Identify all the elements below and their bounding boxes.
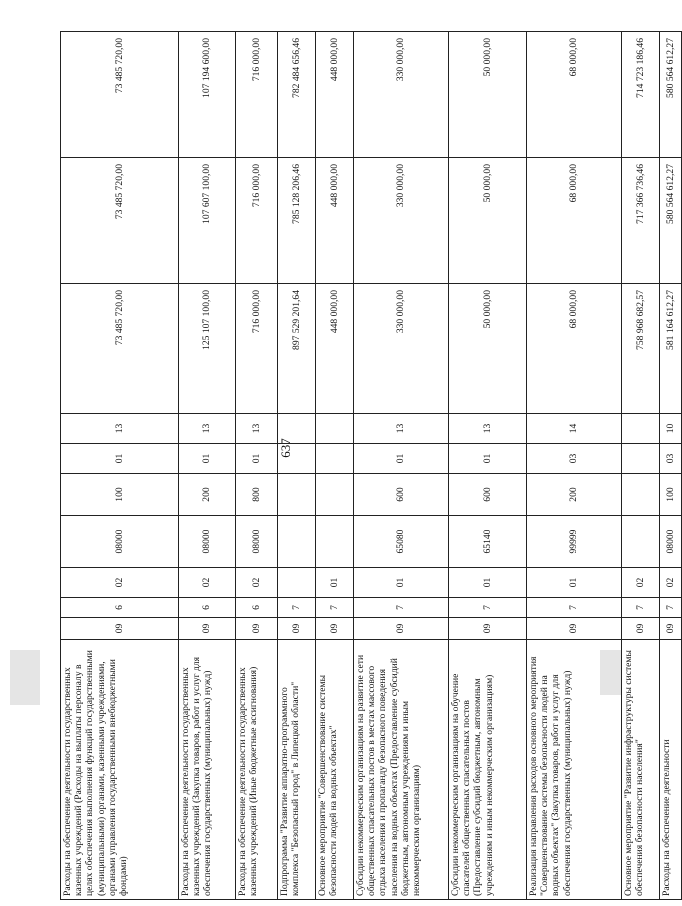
amount-cell: 580 564 612,27	[660, 158, 682, 284]
code-cell: 08000	[236, 516, 278, 568]
code-cell: 7	[278, 598, 316, 618]
code-cell: 600	[449, 474, 527, 516]
code-cell: 09	[660, 618, 682, 640]
code-cell: 7	[527, 598, 622, 618]
page-number: 637	[277, 438, 293, 458]
row-name: Основное мероприятие "Совершенствование системы безопасности людей на водных объектах"	[316, 640, 354, 900]
code-cell: 7	[449, 598, 527, 618]
code-cell: 02	[61, 568, 179, 598]
amount-cell: 717 366 736,46	[622, 158, 660, 284]
rotated-table-viewport	[60, 32, 676, 900]
code-cell: 01	[354, 568, 449, 598]
code-cell	[316, 516, 354, 568]
code-cell: 200	[527, 474, 622, 516]
code-cell: 03	[660, 444, 682, 474]
code-cell: 6	[61, 598, 179, 618]
amount-cell: 68 000,00	[527, 158, 622, 284]
table-row	[236, 32, 278, 900]
amount-cell: 50 000,00	[449, 158, 527, 284]
code-cell: 08000	[61, 516, 179, 568]
code-cell: 7	[354, 598, 449, 618]
code-cell: 100	[660, 474, 682, 516]
code-cell: 02	[622, 568, 660, 598]
code-cell: 09	[449, 618, 527, 640]
code-cell: 65080	[354, 516, 449, 568]
table-row	[354, 32, 449, 900]
code-cell	[278, 516, 316, 568]
code-cell	[278, 444, 316, 474]
amount-cell: 330 000,00	[354, 158, 449, 284]
row-name: Основное мероприятие "Развитие инфраструктуры системы обеспечения безопасности населения"	[622, 640, 660, 900]
code-cell: 10	[660, 414, 682, 444]
code-cell: 09	[354, 618, 449, 640]
rotated-table	[60, 32, 676, 900]
amount-cell: 448 000,00	[316, 32, 354, 158]
code-cell: 200	[179, 474, 236, 516]
code-cell: 08000	[179, 516, 236, 568]
code-cell: 09	[61, 618, 179, 640]
amount-cell: 782 484 656,46	[278, 32, 316, 158]
amount-cell: 716 000,00	[236, 284, 278, 414]
amount-cell: 330 000,00	[354, 284, 449, 414]
code-cell: 09	[236, 618, 278, 640]
table-row	[527, 32, 622, 900]
code-cell: 100	[61, 474, 179, 516]
code-cell: 01	[449, 444, 527, 474]
code-cell: 600	[354, 474, 449, 516]
amount-cell: 716 000,00	[236, 158, 278, 284]
code-cell: 13	[179, 414, 236, 444]
code-cell	[622, 516, 660, 568]
amount-cell: 785 128 206,46	[278, 158, 316, 284]
row-name: Расходы на обеспечение деятельности государственных казенных учреждений (Расходы на выплаты персоналу в целях обеспечения выполнения функций государственными (муниципальными) органами, казенными учреждениями, органами управления государственными внебюджетными фондами)	[61, 640, 179, 900]
code-cell: 13	[61, 414, 179, 444]
row-name: Расходы на обеспечение деятельности	[660, 640, 682, 900]
table-row	[622, 32, 660, 900]
budget-table	[60, 31, 682, 900]
code-cell	[622, 414, 660, 444]
amount-cell: 107 607 100,00	[179, 158, 236, 284]
code-cell	[278, 414, 316, 444]
amount-cell: 50 000,00	[449, 32, 527, 158]
code-cell	[316, 414, 354, 444]
row-name: Реализация направления расходов основного мероприятия "Совершенствование системы безопасности людей на водных объектах" (Закупка товаров, работ и услуг для обеспечения государственных (муниципальных) нужд)	[527, 640, 622, 900]
code-cell: 800	[236, 474, 278, 516]
table-row	[61, 32, 179, 900]
amount-cell: 758 968 682,57	[622, 284, 660, 414]
code-cell: 7	[622, 598, 660, 618]
code-cell: 02	[660, 568, 682, 598]
code-cell: 09	[278, 618, 316, 640]
code-cell: 01	[354, 444, 449, 474]
table-row	[179, 32, 236, 900]
code-cell: 09	[622, 618, 660, 640]
code-cell: 09	[316, 618, 354, 640]
table-row	[449, 32, 527, 900]
code-cell: 01	[179, 444, 236, 474]
code-cell: 01	[449, 568, 527, 598]
amount-cell: 580 564 612,27	[660, 32, 682, 158]
amount-cell: 125 107 100,00	[179, 284, 236, 414]
code-cell	[622, 444, 660, 474]
scan-artifact	[10, 650, 40, 705]
amount-cell: 448 000,00	[316, 158, 354, 284]
amount-cell: 897 529 201,64	[278, 284, 316, 414]
code-cell: 7	[316, 598, 354, 618]
code-cell: 13	[354, 414, 449, 444]
table-row	[316, 32, 354, 900]
code-cell: 01	[527, 568, 622, 598]
code-cell	[316, 474, 354, 516]
amount-cell: 68 000,00	[527, 284, 622, 414]
table-row	[278, 32, 316, 900]
row-name: Подпрограмма "Развитие аппаратно-программного комплекса "Безопасный город" в Липецкой области"	[278, 640, 316, 900]
amount-cell: 73 485 720,00	[61, 32, 179, 158]
code-cell: 01	[61, 444, 179, 474]
code-cell	[622, 474, 660, 516]
amount-cell: 107 194 600,00	[179, 32, 236, 158]
code-cell: 01	[236, 444, 278, 474]
code-cell	[316, 444, 354, 474]
code-cell: 01	[316, 568, 354, 598]
amount-cell: 581 164 612,27	[660, 284, 682, 414]
code-cell: 02	[236, 568, 278, 598]
amount-cell: 716 000,00	[236, 32, 278, 158]
code-cell: 02	[179, 568, 236, 598]
code-cell: 13	[449, 414, 527, 444]
amount-cell: 73 485 720,00	[61, 284, 179, 414]
row-name: Субсидии некоммерческим организациям на обучение спасателей общественных спасательных постов (Предоставление субсидий бюджетным, автономным учреждениям и иным некоммерческим организациям)	[449, 640, 527, 900]
code-cell: 03	[527, 444, 622, 474]
code-cell: 14	[527, 414, 622, 444]
amount-cell: 448 000,00	[316, 284, 354, 414]
row-name: Субсидии некоммерческим организациям на развитие сети общественных спасательных постов в местах массового отдыха населения и пропаганду безопасного поведения населения на водных объектах (Предоставление субсидий бюджетным, автономным учреждениям и иным некоммерческим организациям)	[354, 640, 449, 900]
code-cell: 09	[179, 618, 236, 640]
amount-cell: 68 000,00	[527, 32, 622, 158]
row-name: Расходы на обеспечение деятельности государственных казенных учреждений (Закупка товаров, работ и услуг для обеспечения государственных (муниципальных) нужд)	[179, 640, 236, 900]
code-cell: 6	[179, 598, 236, 618]
row-name: Расходы на обеспечение деятельности государственных казенных учреждений (Иные бюджетные ассигнования)	[236, 640, 278, 900]
amount-cell: 714 723 186,46	[622, 32, 660, 158]
code-cell: 65140	[449, 516, 527, 568]
code-cell: 7	[660, 598, 682, 618]
code-cell	[278, 568, 316, 598]
amount-cell: 50 000,00	[449, 284, 527, 414]
amount-cell: 73 485 720,00	[61, 158, 179, 284]
code-cell: 09	[527, 618, 622, 640]
code-cell: 6	[236, 598, 278, 618]
code-cell: 08000	[660, 516, 682, 568]
code-cell: 99999	[527, 516, 622, 568]
code-cell	[278, 474, 316, 516]
table-row	[660, 32, 682, 900]
code-cell: 13	[236, 414, 278, 444]
amount-cell: 330 000,00	[354, 32, 449, 158]
